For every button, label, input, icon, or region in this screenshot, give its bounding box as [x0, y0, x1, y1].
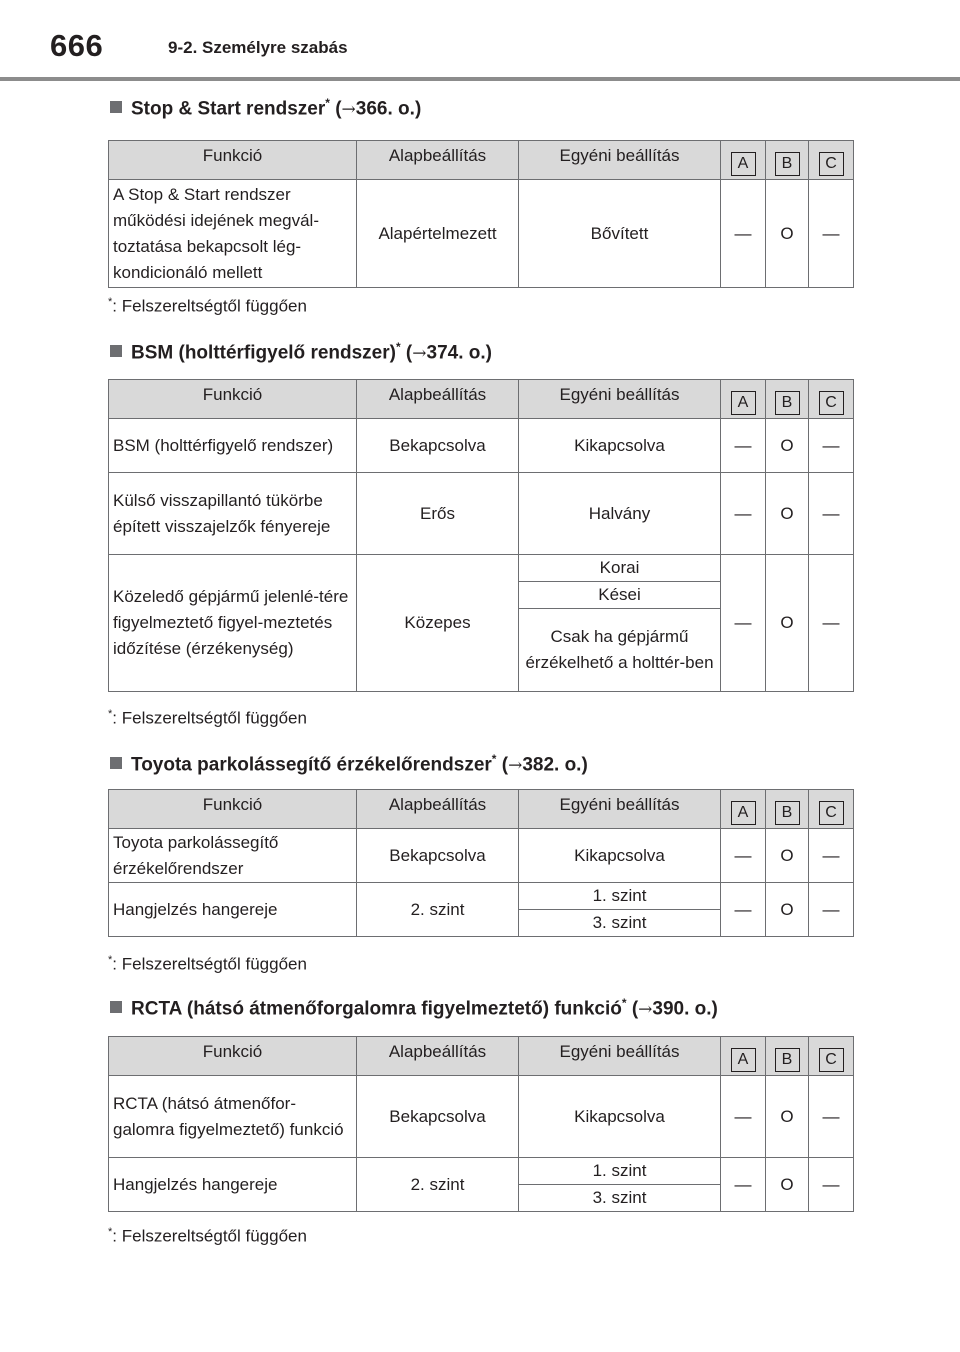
- custom-cell: 3. szint: [519, 1185, 721, 1212]
- footnote-text: : Felszereltségtől függően: [112, 954, 307, 974]
- custom-cell: Kikapcsolva: [519, 1076, 721, 1158]
- col-header-function: Funkció: [109, 141, 357, 180]
- method-a-cell: —: [721, 180, 766, 288]
- method-b-cell: O: [766, 1076, 809, 1158]
- method-a-cell: —: [721, 473, 766, 555]
- custom-cell: Korai: [519, 555, 721, 582]
- footnote-marker: *: [395, 340, 401, 354]
- custom-cell: Kései: [519, 582, 721, 609]
- method-b-cell: O: [766, 883, 809, 937]
- function-cell: Toyota parkolássegítő érzékelőrendszer: [109, 829, 357, 883]
- heading-paren: (: [400, 342, 413, 364]
- heading-title: Toyota parkolássegítő érzékelőrendszer: [131, 754, 492, 776]
- footnote: [108, 954, 307, 975]
- col-header-default: Alapbeállítás: [357, 1037, 519, 1076]
- table-header-row: [109, 141, 854, 180]
- method-a-badge: A: [731, 391, 756, 415]
- default-cell: 2. szint: [357, 883, 519, 937]
- table-row: [109, 555, 854, 582]
- function-cell: Hangjelzés hangereje: [109, 883, 357, 937]
- table-row: [109, 1076, 854, 1158]
- section-heading-stop-start: [110, 96, 421, 120]
- col-header-custom: Egyéni beállítás: [519, 380, 721, 419]
- heading-paren: (: [496, 754, 509, 776]
- footnote-text: : Felszereltségtől függően: [112, 296, 307, 316]
- method-b-badge: B: [775, 1048, 800, 1072]
- arrow-icon: →: [412, 343, 427, 364]
- col-header-a: [721, 790, 766, 829]
- footnote-marker: *: [621, 996, 627, 1010]
- bullet-square-icon: [110, 1001, 122, 1013]
- table-row: [109, 419, 854, 473]
- method-c-cell: —: [809, 1076, 854, 1158]
- col-header-function: Funkció: [109, 380, 357, 419]
- settings-table-stop-start: [108, 140, 854, 288]
- heading-title: RCTA (hátsó átmenőforgalomra figyelmeztető) funkció: [131, 998, 622, 1020]
- method-c-cell: —: [809, 1158, 854, 1212]
- col-header-b: [766, 141, 809, 180]
- method-c-cell: —: [809, 829, 854, 883]
- default-cell: Bekapcsolva: [357, 1076, 519, 1158]
- table-row: [109, 829, 854, 883]
- col-header-b: [766, 380, 809, 419]
- bullet-square-icon: [110, 101, 122, 113]
- method-b-cell: O: [766, 829, 809, 883]
- method-b-badge: B: [775, 391, 800, 415]
- page-reference[interactable]: 366. o.): [355, 98, 422, 120]
- footnote-marker: *: [108, 708, 113, 720]
- method-b-badge: B: [775, 152, 800, 176]
- method-b-cell: O: [766, 419, 809, 473]
- default-cell: Közepes: [357, 555, 519, 692]
- method-c-cell: —: [809, 180, 854, 288]
- footnote: [108, 296, 307, 317]
- table-header-row: [109, 790, 854, 829]
- footnote-marker: *: [108, 1226, 113, 1238]
- function-cell: A Stop & Start rendszer működési idejének megvál-toztatása bekapcsolt lég-kondicionáló mellett: [109, 180, 357, 288]
- footnote: [108, 708, 307, 729]
- section-heading-rcta: [110, 996, 718, 1020]
- method-a-cell: —: [721, 555, 766, 692]
- footnote-marker: *: [325, 96, 330, 110]
- custom-cell: Csak ha gépjármű érzékelhető a holttér-ben: [519, 609, 721, 692]
- footnote-marker: *: [108, 954, 113, 966]
- method-b-badge: B: [775, 801, 800, 825]
- page-reference[interactable]: 390. o.): [652, 998, 718, 1020]
- heading-paren: (: [329, 98, 342, 120]
- function-cell: Hangjelzés hangereje: [109, 1158, 357, 1212]
- arrow-icon: →: [341, 99, 356, 120]
- default-cell: Bekapcsolva: [357, 419, 519, 473]
- footnote-marker: *: [491, 752, 497, 766]
- col-header-default: Alapbeállítás: [357, 790, 519, 829]
- bullet-square-icon: [110, 757, 122, 769]
- col-header-c: [809, 790, 854, 829]
- table-row: [109, 180, 854, 288]
- custom-cell: 1. szint: [519, 1158, 721, 1185]
- col-header-function: Funkció: [109, 1037, 357, 1076]
- table-header-row: [109, 1037, 854, 1076]
- col-header-function: Funkció: [109, 790, 357, 829]
- method-c-cell: —: [809, 555, 854, 692]
- method-c-badge: C: [819, 391, 844, 415]
- method-b-cell: O: [766, 180, 809, 288]
- function-cell: Külső visszapillantó tükörbe épített visszajelzők fényereje: [109, 473, 357, 555]
- method-b-cell: O: [766, 1158, 809, 1212]
- method-c-badge: C: [819, 1048, 844, 1072]
- col-header-c: [809, 380, 854, 419]
- page-reference[interactable]: 374. o.): [426, 342, 492, 364]
- custom-cell: Kikapcsolva: [519, 829, 721, 883]
- footnote-text: : Felszereltségtől függően: [112, 708, 307, 728]
- function-cell: Közeledő gépjármű jelenlé-tére figyelmeztető figyel-meztetés időzítése (érzékenység): [109, 555, 357, 692]
- method-a-cell: —: [721, 419, 766, 473]
- default-cell: Bekapcsolva: [357, 829, 519, 883]
- method-a-cell: —: [721, 883, 766, 937]
- default-cell: 2. szint: [357, 1158, 519, 1212]
- section-heading-bsm: [110, 340, 492, 364]
- arrow-icon: →: [508, 755, 523, 776]
- page-number: 666: [50, 28, 104, 63]
- heading-title: BSM (holttérfigyelő rendszer): [131, 342, 396, 364]
- col-header-c: [809, 1037, 854, 1076]
- col-header-default: Alapbeállítás: [357, 380, 519, 419]
- custom-cell: 3. szint: [519, 910, 721, 937]
- custom-cell: Bővített: [519, 180, 721, 288]
- default-cell: Erős: [357, 473, 519, 555]
- col-header-c: [809, 141, 854, 180]
- col-header-b: [766, 1037, 809, 1076]
- col-header-custom: Egyéni beállítás: [519, 141, 721, 180]
- method-a-cell: —: [721, 1076, 766, 1158]
- method-c-badge: C: [819, 152, 844, 176]
- heading-paren: (: [626, 998, 639, 1020]
- method-a-badge: A: [731, 1048, 756, 1072]
- col-header-a: [721, 141, 766, 180]
- default-cell: Alapértelmezett: [357, 180, 519, 288]
- col-header-b: [766, 790, 809, 829]
- section-heading-parking-sensor: [110, 752, 588, 776]
- col-header-a: [721, 1037, 766, 1076]
- method-c-cell: —: [809, 473, 854, 555]
- section-title: 9-2. Személyre szabás: [168, 38, 348, 57]
- col-header-custom: Egyéni beállítás: [519, 790, 721, 829]
- heading-title: Stop & Start rendszer: [131, 98, 326, 120]
- method-a-cell: —: [721, 829, 766, 883]
- table-row: [109, 1158, 854, 1185]
- page-header: [0, 0, 960, 80]
- footnote-marker: *: [108, 296, 113, 308]
- method-c-cell: —: [809, 419, 854, 473]
- custom-cell: Halvány: [519, 473, 721, 555]
- header-divider: [0, 77, 960, 81]
- method-b-cell: O: [766, 555, 809, 692]
- table-row: [109, 883, 854, 910]
- settings-table-parking-sensor: [108, 789, 854, 937]
- arrow-icon: →: [638, 999, 653, 1020]
- table-row: [109, 473, 854, 555]
- col-header-a: [721, 380, 766, 419]
- settings-table-rcta: [108, 1036, 854, 1212]
- method-a-badge: A: [731, 152, 756, 176]
- page-reference[interactable]: 382. o.): [522, 754, 588, 776]
- col-header-default: Alapbeállítás: [357, 141, 519, 180]
- method-a-badge: A: [731, 801, 756, 825]
- custom-cell: 1. szint: [519, 883, 721, 910]
- method-b-cell: O: [766, 473, 809, 555]
- bullet-square-icon: [110, 345, 122, 357]
- method-c-cell: —: [809, 883, 854, 937]
- function-cell: BSM (holttérfigyelő rendszer): [109, 419, 357, 473]
- col-header-custom: Egyéni beállítás: [519, 1037, 721, 1076]
- method-a-cell: —: [721, 1158, 766, 1212]
- settings-table-bsm: [108, 379, 854, 692]
- footnote: [108, 1226, 307, 1247]
- function-cell: RCTA (hátsó átmenőfor-galomra figyelmeztető) funkció: [109, 1076, 357, 1158]
- custom-cell: Kikapcsolva: [519, 419, 721, 473]
- footnote-text: : Felszereltségtől függően: [112, 1226, 307, 1246]
- method-c-badge: C: [819, 801, 844, 825]
- table-header-row: [109, 380, 854, 419]
